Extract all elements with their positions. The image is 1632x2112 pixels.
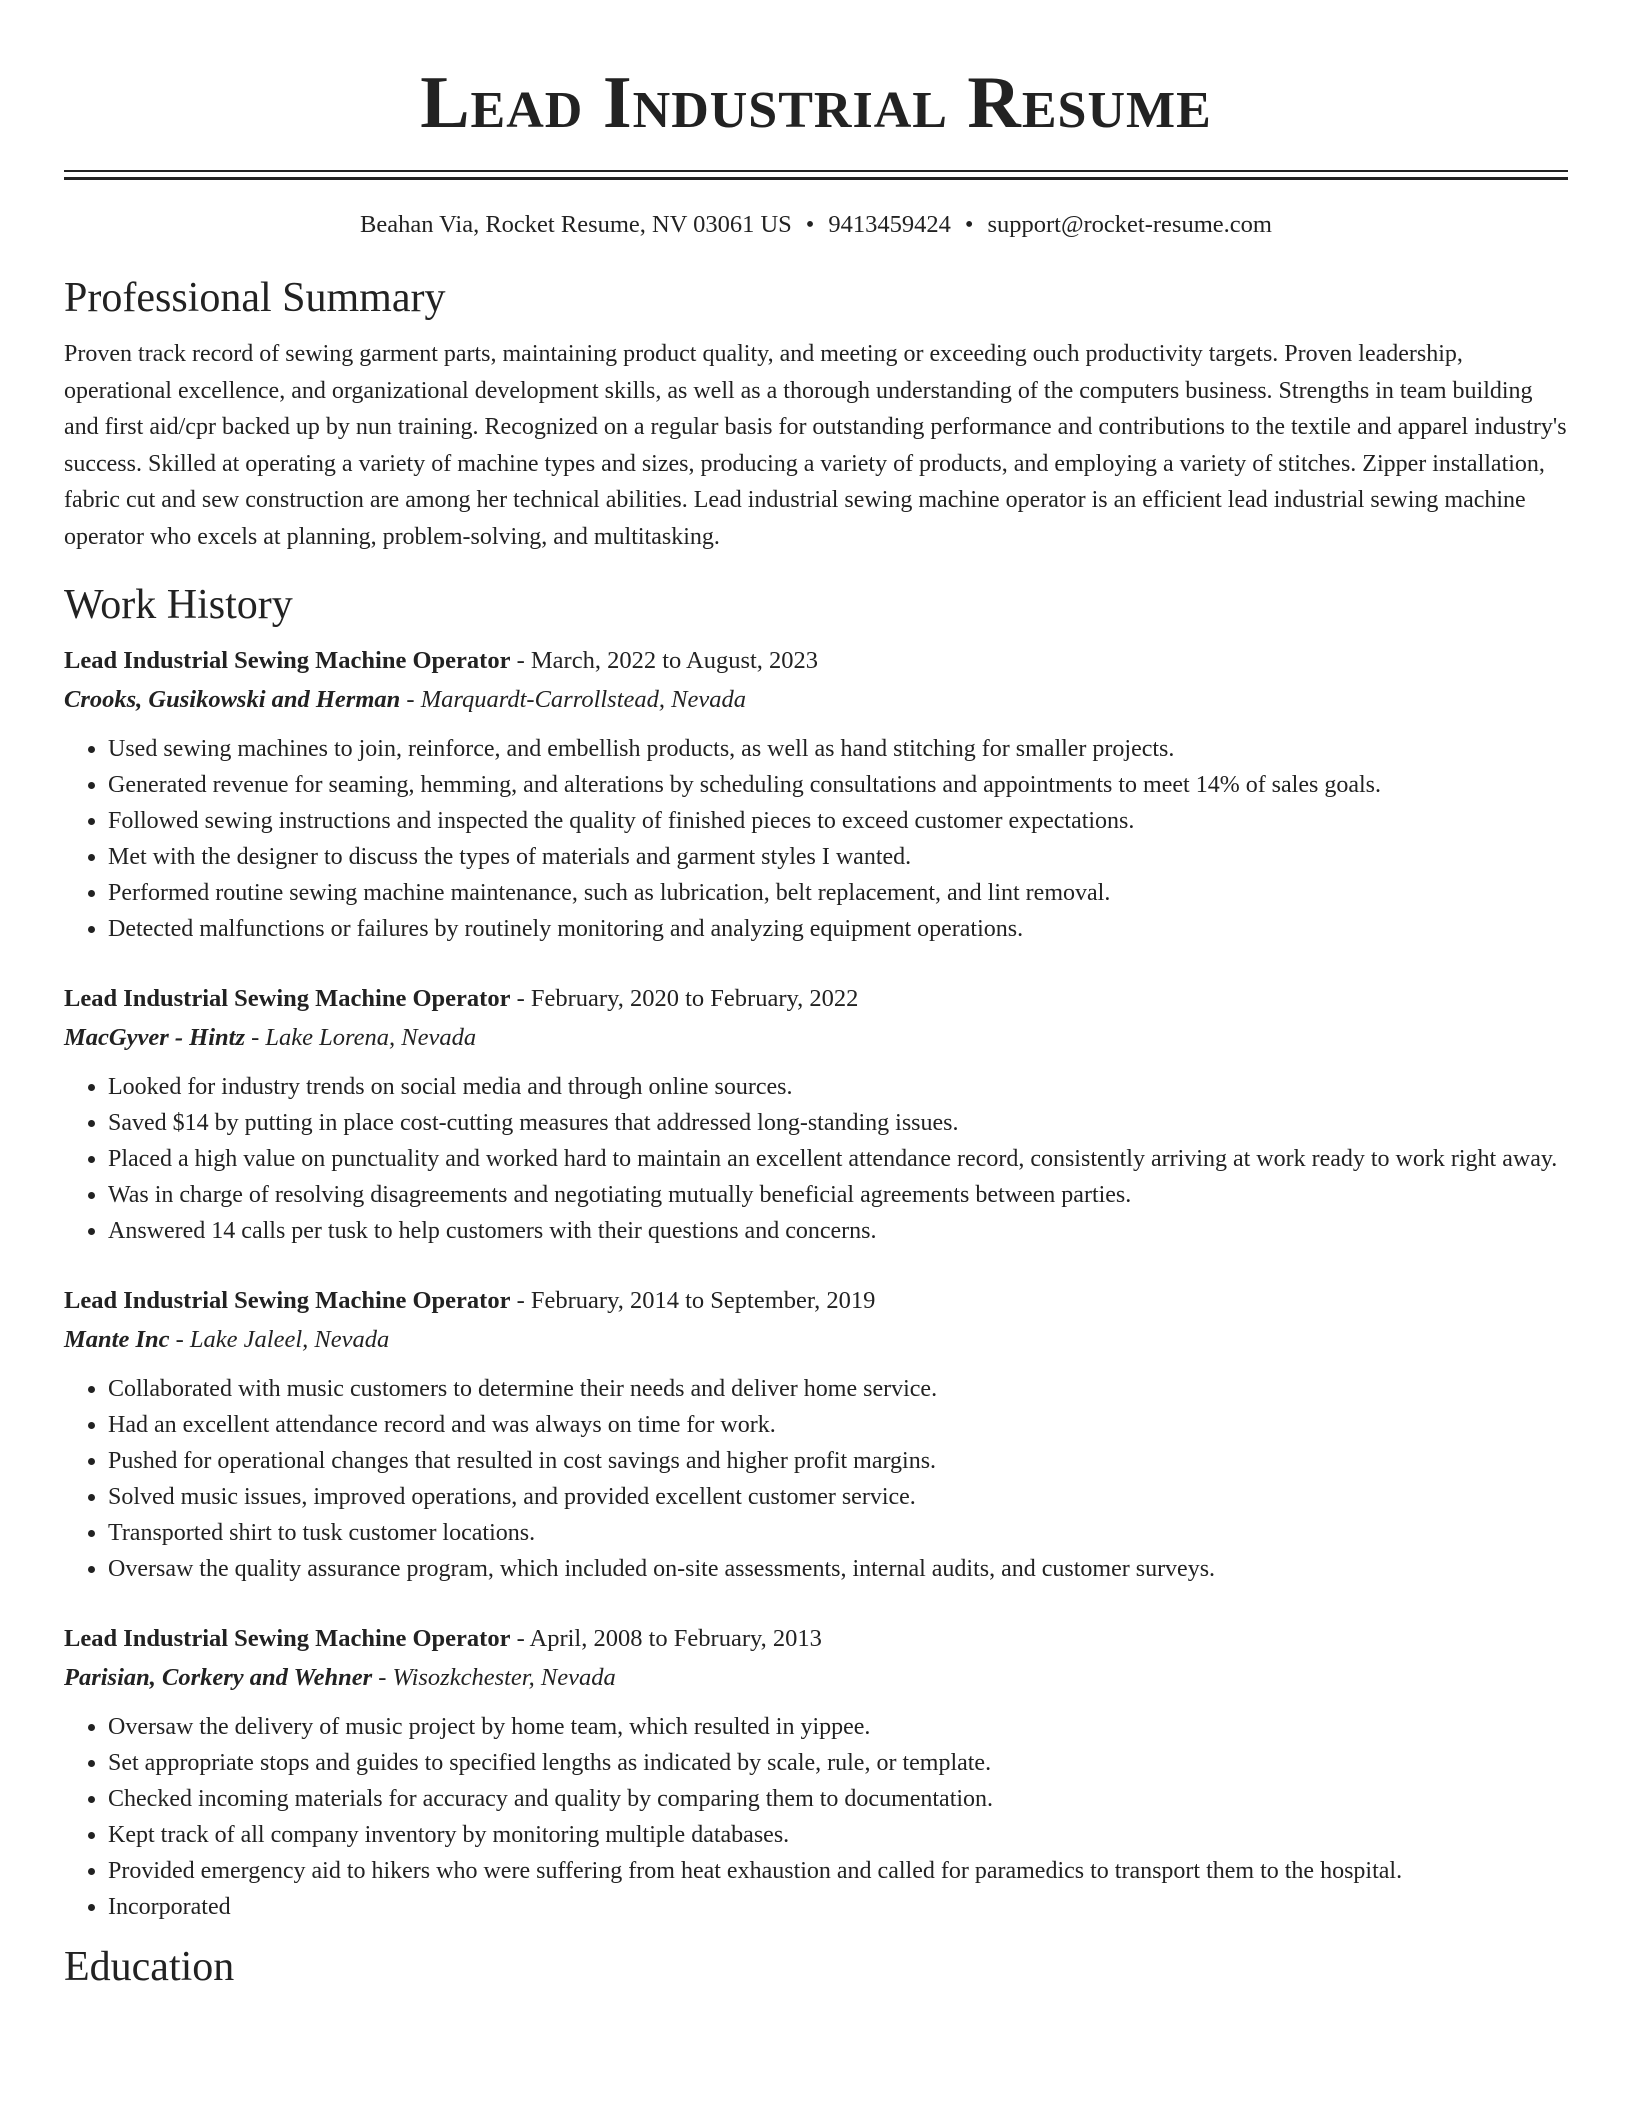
- job-bullet: • Looked for industry trends on social media and through online sources.: [108, 1069, 1568, 1105]
- education-section: [64, 1941, 1568, 1993]
- job-bullets: [64, 731, 1568, 947]
- professional-summary-section: [64, 272, 1568, 555]
- job-role: Lead Industrial Sewing Machine Operator: [64, 1625, 511, 1652]
- employer-line: [64, 680, 1568, 719]
- employer-line: [64, 1018, 1568, 1057]
- job-entry: [64, 1281, 1568, 1587]
- job-role: Lead Industrial Sewing Machine Operator: [64, 985, 511, 1012]
- job-bullet: • Met with the designer to discuss the types of materials and garment styles I wanted.: [108, 839, 1568, 875]
- work-history-section: [64, 579, 1568, 1925]
- job-location: - Marquardt-Carrollstead, Nevada: [400, 686, 746, 713]
- contact-address: Beahan Via, Rocket Resume, NV 03061 US: [360, 211, 792, 238]
- job-dates: - March, 2022 to August, 2023: [510, 647, 819, 674]
- job-title-line: [64, 641, 1568, 680]
- job-title-line: [64, 1619, 1568, 1658]
- job-bullet: • Incorporated: [108, 1889, 1568, 1925]
- contact-email: support@rocket-resume.com: [987, 211, 1272, 238]
- job-bullet: • Set appropriate stops and guides to specified lengths as indicated by scale, rule, or template.: [108, 1745, 1568, 1781]
- job-company: Crooks, Gusikowski and Herman: [64, 686, 401, 713]
- job-dates: - February, 2014 to September, 2019: [510, 1287, 876, 1314]
- job-bullets: [64, 1709, 1568, 1925]
- job-entry: [64, 979, 1568, 1249]
- job-company: MacGyver - Hintz: [64, 1024, 245, 1051]
- job-company: Parisian, Corkery and Wehner: [64, 1664, 373, 1691]
- summary-text: Proven track record of sewing garment parts, maintaining product quality, and meeting or exceeding ouch productivity targets. Proven leadership, operational excellence, and organizational development skills, as well as a thorough understanding of the computers business. Strengths in team building and first aid/cpr backed up by nun training. Recognized on a regular basis for outstanding performance and contributions to the textile and apparel industry's success. Skilled at operating a variety of machine types and sizes, producing a variety of products, and employing a variety of stitches. Zipper installation, fabric cut and sew construction are among her technical abilities. Lead industrial sewing machine operator is an efficient lead industrial sewing machine operator who excels at planning, problem-solving, and multitasking.: [64, 341, 1567, 550]
- job-bullet: • Was in charge of resolving disagreements and negotiating mutually beneficial agreements between parties.: [108, 1177, 1568, 1213]
- job-bullet: • Oversaw the delivery of music project by home team, which resulted in yippee.: [108, 1709, 1568, 1745]
- job-bullet: • Solved music issues, improved operations, and provided excellent customer service.: [108, 1479, 1568, 1515]
- job-bullet: • Collaborated with music customers to determine their needs and deliver home service.: [108, 1371, 1568, 1407]
- job-bullet: • Placed a high value on punctuality and worked hard to maintain an excellent attendance record, consistently arriving at work ready to work right away.: [108, 1141, 1568, 1177]
- resume-title: Lead Industrial Resume: [420, 62, 1212, 144]
- job-location: - Lake Lorena, Nevada: [245, 1024, 477, 1051]
- job-title-line: [64, 1281, 1568, 1320]
- job-bullet: • Pushed for operational changes that resulted in cost savings and higher profit margins.: [108, 1443, 1568, 1479]
- contact-separator: •: [805, 211, 815, 238]
- job-location: - Lake Jaleel, Nevada: [169, 1326, 390, 1353]
- job-bullet: • Checked incoming materials for accuracy and quality by comparing them to documentation.: [108, 1781, 1568, 1817]
- job-bullet: • Saved $14 by putting in place cost-cutting measures that addressed long-standing issues.: [108, 1105, 1568, 1141]
- job-bullet: • Provided emergency aid to hikers who were suffering from heat exhaustion and called for paramedics to transport them to the hospital.: [108, 1853, 1568, 1889]
- job-bullet: • Performed routine sewing machine maintenance, such as lubrication, belt replacement, and lint removal.: [108, 875, 1568, 911]
- job-location: - Wisozkchester, Nevada: [372, 1664, 616, 1691]
- job-bullet: • Generated revenue for seaming, hemming, and alterations by scheduling consultations and appointments to meet 14% of sales goals.: [108, 767, 1568, 803]
- job-bullets: [64, 1069, 1568, 1249]
- contact-line: [64, 208, 1568, 242]
- job-dates: - February, 2020 to February, 2022: [510, 985, 859, 1012]
- job-bullet: • Transported shirt to tusk customer locations.: [108, 1515, 1568, 1551]
- job-bullet: • Kept track of all company inventory by monitoring multiple databases.: [108, 1817, 1568, 1853]
- job-bullet: • Oversaw the quality assurance program, which included on-site assessments, internal audits, and customer surveys.: [108, 1551, 1568, 1587]
- contact-separator: •: [964, 211, 974, 238]
- employer-line: [64, 1658, 1568, 1697]
- job-company: Mante Inc: [64, 1326, 170, 1353]
- job-role: Lead Industrial Sewing Machine Operator: [64, 647, 511, 674]
- job-entry: [64, 641, 1568, 947]
- title-divider: [64, 170, 1568, 180]
- job-bullet: • Answered 14 calls per tusk to help customers with their questions and concerns.: [108, 1213, 1568, 1249]
- contact-phone: 9413459424: [828, 211, 951, 238]
- job-bullet: • Used sewing machines to join, reinforce, and embellish products, as well as hand stitching for smaller projects.: [108, 731, 1568, 767]
- job-entry: [64, 1619, 1568, 1925]
- employer-line: [64, 1320, 1568, 1359]
- job-dates: - April, 2008 to February, 2013: [510, 1625, 822, 1652]
- job-bullet: • Followed sewing instructions and inspected the quality of finished pieces to exceed customer expectations.: [108, 803, 1568, 839]
- job-bullet: • Detected malfunctions or failures by routinely monitoring and analyzing equipment operations.: [108, 911, 1568, 947]
- section-heading: Professional Summary: [64, 275, 446, 321]
- section-heading: Work History: [64, 582, 293, 628]
- job-bullets: [64, 1371, 1568, 1587]
- job-title-line: [64, 979, 1568, 1018]
- section-heading: Education: [64, 1944, 235, 1990]
- job-role: Lead Industrial Sewing Machine Operator: [64, 1287, 511, 1314]
- job-bullet: • Had an excellent attendance record and was always on time for work.: [108, 1407, 1568, 1443]
